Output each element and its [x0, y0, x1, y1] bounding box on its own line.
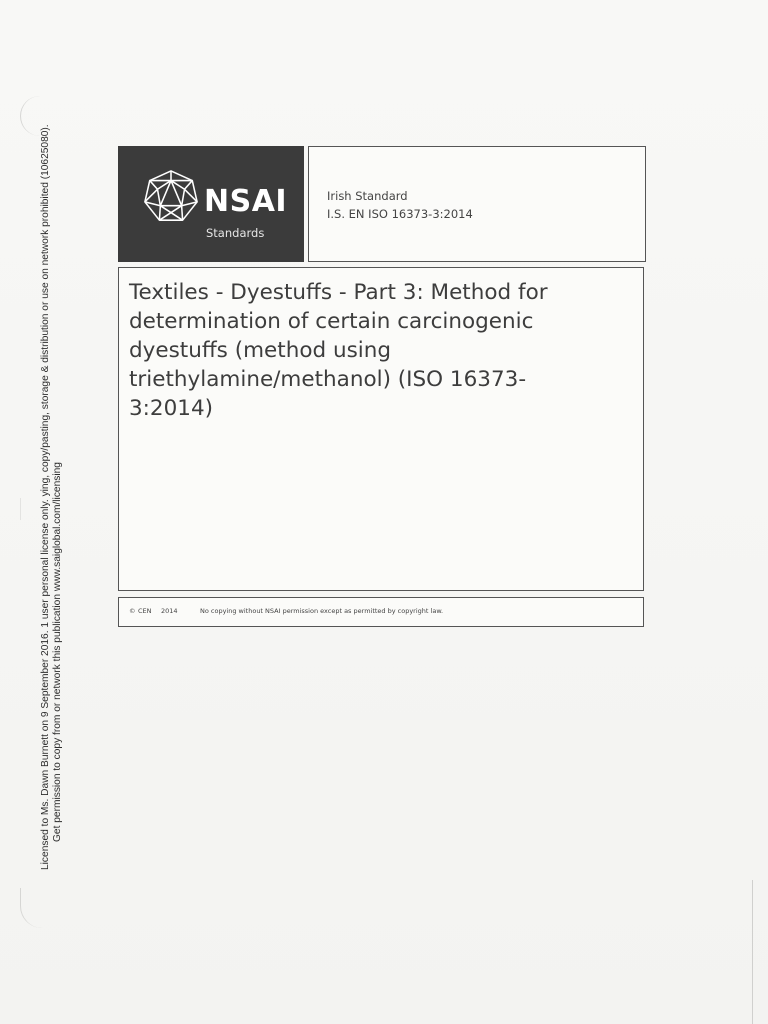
license-text-rotated	[40, 124, 80, 870]
logo-wordmark: NSAI	[204, 184, 288, 219]
copyright-footer	[118, 597, 644, 627]
copyright-organization: CEN	[138, 607, 152, 615]
standard-identification-box	[308, 146, 646, 262]
nsai-logo	[118, 146, 304, 262]
standard-header	[118, 146, 646, 262]
copyright-notice: No copying without NSAI permission except as permitted by copyright law.	[200, 607, 444, 615]
license-line-1: Licensed to Ms. Dawn Burnett on 9 September 2016. 1 user personal license only. ying, copy/pasting, storage & distribution or use on network prohibited (10625080).	[40, 124, 51, 870]
document-title-box	[118, 267, 644, 591]
license-watermark	[40, 124, 80, 870]
page-edge-line	[752, 880, 753, 1024]
standard-number: I.S. EN ISO 16373-3:2014	[327, 207, 473, 221]
hole-punch-mark-middle	[20, 498, 23, 520]
copyright-symbol: ©	[129, 607, 136, 615]
logo-subtitle: Standards	[206, 226, 265, 240]
copyright-year: 2014	[161, 607, 178, 615]
geodesic-polyhedron-icon	[142, 168, 200, 226]
hole-punch-mark-bottom	[20, 888, 43, 928]
document-title: Textiles - Dyestuffs - Part 3: Method for determination of certain carcinogenic dyestuffs (method using triethylamine/methanol) (ISO 16373-3:2014)	[129, 280, 548, 421]
standard-type: Irish Standard	[327, 189, 408, 203]
license-line-2: Get permission to copy from or network this publication www.saiglobal.com/licensing	[52, 462, 63, 842]
